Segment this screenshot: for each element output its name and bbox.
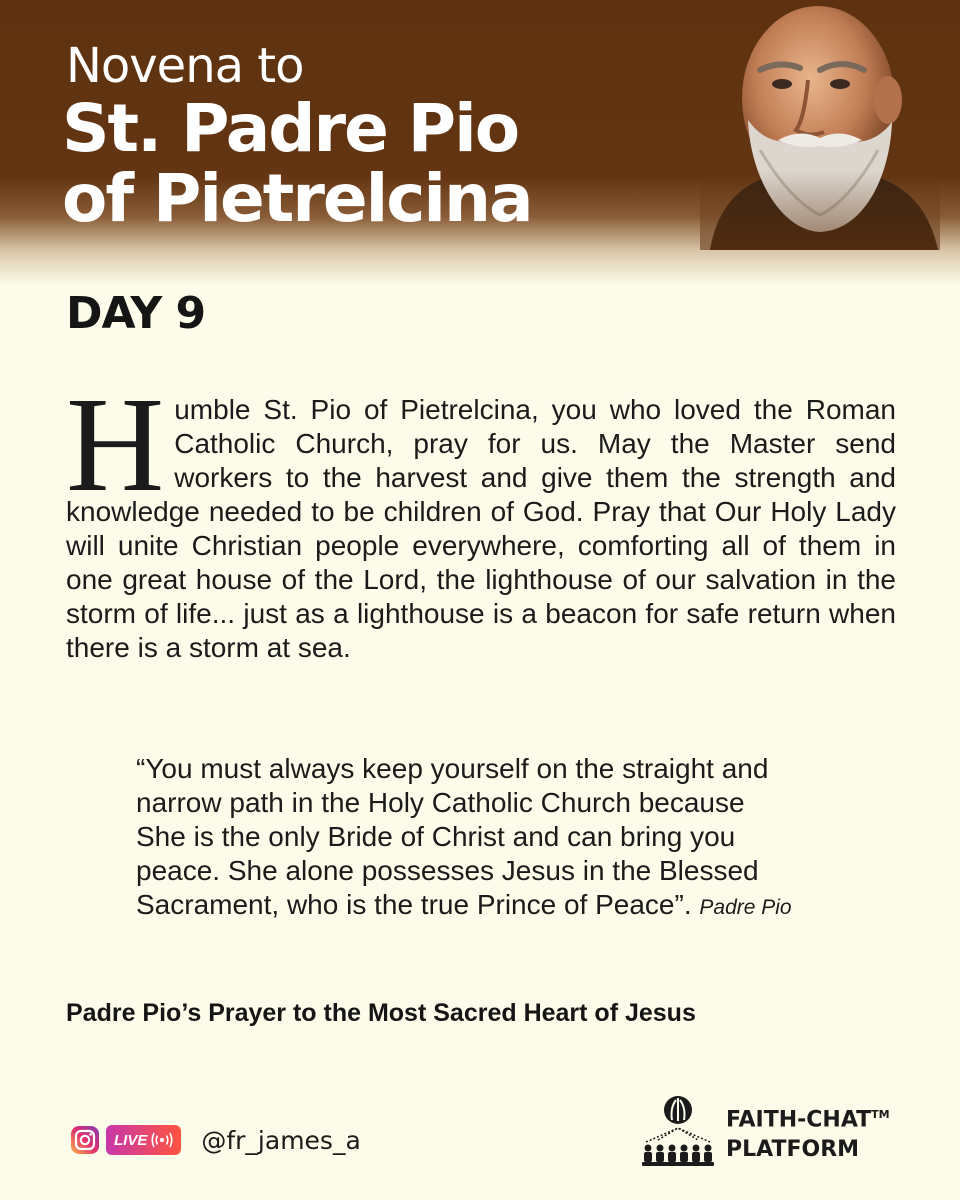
prayer-paragraph: [66, 370, 896, 665]
live-broadcast-icon: [151, 1132, 173, 1148]
drop-cap: H: [66, 370, 165, 520]
title-saint-name: St. Padre Pio: [62, 90, 519, 167]
title-novena-to: Novena to: [66, 38, 304, 94]
brand-name: [726, 1100, 890, 1165]
title-place: of Pietrelcina: [62, 160, 532, 237]
social-handle[interactable]: @fr_james_a: [201, 1125, 361, 1155]
instagram-icon[interactable]: [70, 1125, 100, 1155]
next-prayer-title: Padre Pio’s Prayer to the Most Sacred Heart of Jesus: [66, 999, 696, 1027]
live-label: LIVE: [114, 1131, 148, 1149]
social-footer: [70, 1122, 361, 1158]
faith-chat-logo: [638, 1090, 718, 1170]
padre-pio-portrait: [700, 0, 940, 250]
header-banner: [0, 0, 960, 285]
brand-line2: PLATFORM: [726, 1137, 860, 1163]
quote-author: Padre Pio: [699, 896, 792, 919]
brand-line1: FAITH-CHAT: [726, 1107, 872, 1133]
day-label: DAY 9: [66, 288, 206, 339]
quote-text: “You must always keep yourself on the straight and narrow path in the Holy Catholic Church because She is the only Bride of Christ and can bring you peace. She alone possesses Jesus in the Blessed Sacrament, who is the true Prince of Peace”.: [136, 753, 769, 920]
padre-pio-quote: [136, 752, 796, 925]
faith-chat-platform-logo: [638, 1090, 918, 1170]
live-badge[interactable]: [106, 1125, 181, 1155]
trademark-mark: TM: [871, 1108, 890, 1121]
prayer-text: umble St. Pio of Pietrelcina, you who loved the Roman Catholic Church, pray for us. May the Master send workers to the harvest and give them the strength and knowledge needed to be children of God. Pray that Our Holy Lady will unite Christian people everywhere, comforting all of them in one great house of the Lord, the lighthouse of our salvation in the storm of life... just as a lighthouse is a beacon for safe return when there is a storm at sea.: [66, 394, 896, 663]
